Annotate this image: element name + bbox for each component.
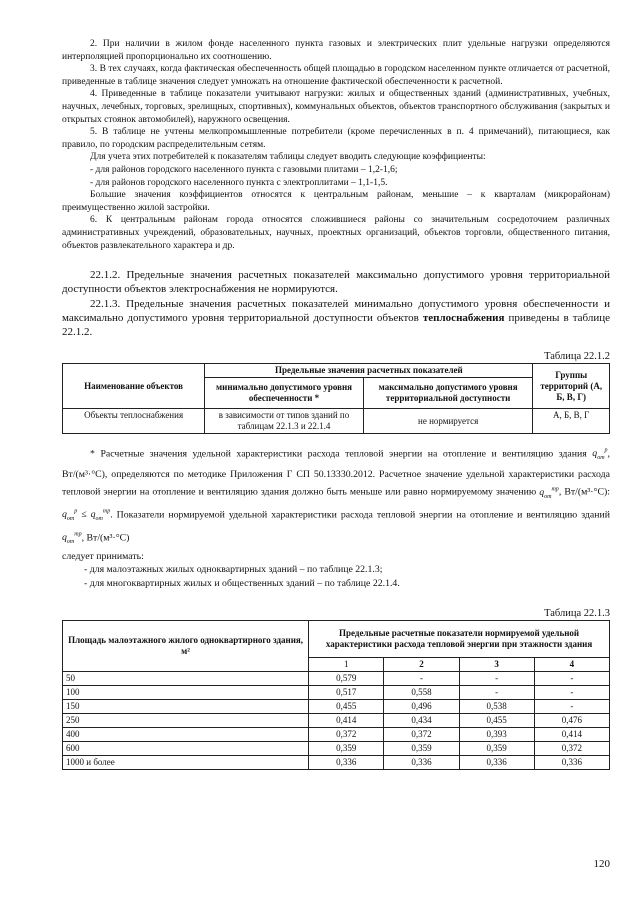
cell-area: 250 [63, 714, 309, 728]
note-4: 4. Приведенные в таблице показатели учитывают нагрузки: жилых и общественных зданий (административных, учебных, научных, лечебных, торговых, зрелищных, спортивных), коммунальных объектов, объектов транспортного обслуживания (закрытых и открытых стоянок автомобилей), наружного освещения. [62, 89, 610, 125]
th-floor: 2 [384, 658, 459, 672]
cell-name: Объекты теплоснабжения [63, 409, 205, 434]
cell-area: 50 [63, 672, 309, 686]
table-row [63, 742, 610, 756]
table-notes [62, 38, 610, 252]
table-row [63, 700, 610, 714]
cell-value: 0,455 [309, 700, 384, 714]
footnote-list-item-2: - для многоквартирных жилых и общественных зданий – по таблице 22.1.4. [84, 577, 400, 589]
footnote-text: * Расчетные значения удельной характеристики расхода тепловой энергии на отопление и вентиляцию здания $q_{от}^р$, Вт/(м³·°С), определяются по методике Приложения Г СП 50.13330.2012. Расчетное значение удельной характеристики расхода тепловой энергии на отопление и вентиляцию здания должно быть меньше или равно нормируемому значению $q_{от}^{тр}$, Вт/(м³·°С): $q_{от}^р \le q_{от}^{тр}$. Показатели нормируемой удельной характеристики расхода тепловой энергии на отопление и вентиляцию зданий $q_{от}^{тр}$, Вт/(м³·°С) [62, 448, 610, 545]
cell-value: - [459, 686, 534, 700]
footnote-part-1: * Расчетные значения удельной характеристики расхода тепловой энергии на отопление и вентиляцию здания [90, 448, 587, 460]
cell-value: 0,372 [534, 742, 609, 756]
main-text [62, 268, 610, 339]
cell-area: 100 [63, 686, 309, 700]
q-norm-symbol: $q_{от}^{тр}$ [62, 531, 82, 545]
table-22-1-2-caption: Таблица 22.1.2 [544, 351, 610, 363]
cell-value: 0,517 [309, 686, 384, 700]
cell-value: 0,336 [309, 756, 384, 770]
footnote [62, 444, 610, 590]
table-row [63, 756, 610, 770]
cell-value: 0,455 [459, 714, 534, 728]
q-norm-symbol: $q_{от}^{тр}$ [539, 486, 559, 500]
cell-max: не нормируется [363, 409, 533, 434]
cell-min: в зависимости от типов зданий по таблицам 22.1.3 и 22.1.4 [205, 409, 364, 434]
cell-value: 0,579 [309, 672, 384, 686]
unit-label: Вт/(м³·°С) [86, 532, 130, 544]
footnote-follow: следует принимать: [62, 551, 144, 563]
cell-value: 0,414 [309, 714, 384, 728]
cell-value: 0,359 [459, 742, 534, 756]
cell-value: 0,372 [309, 728, 384, 742]
table-22-1-3 [62, 620, 610, 770]
th-name: Наименование объектов [63, 364, 205, 409]
th-territory: Группы территорий (А, Б, В, Г) [533, 364, 610, 409]
note-5-electric: - для районов городского населенного пункта с электроплитами – 1,1-1,5. [90, 177, 388, 188]
table-row [63, 686, 610, 700]
cell-value: 0,496 [384, 700, 459, 714]
th-max: максимально допустимого уровня территориальной доступности [363, 378, 533, 409]
cell-value: 0,359 [384, 742, 459, 756]
footnote-part-3: . Показатели нормируемой удельной характеристики расхода тепловой энергии на отопление и вентиляцию зданий [110, 509, 610, 521]
note-5: 5. В таблице не учтены мелкопромышленные потребители (кроме перечисленных в п. 4 примечаний), питающиеся, как правило, по городским распределительным сетям. [62, 127, 610, 150]
cell-value: 0,393 [459, 728, 534, 742]
table-row [63, 409, 610, 434]
note-6: 6. К центральным районам города относятся сложившиеся районы со значительным сосредоточием различных административных учреждений, образовательных, научных, проектных организаций, объектов торговли, общественного питания, объектов развлекательного характера и др. [62, 215, 610, 251]
paragraph-22-1-2: 22.1.2. Предельные значения расчетных показателей максимально допустимого уровня территориальной доступности объектов электроснабжения не нормируются. [62, 269, 610, 296]
cell-value: 0,538 [459, 700, 534, 714]
note-3: 3. В тех случаях, когда фактическая обеспеченность общей площадью в городском населенном пункте отличается от расчетной, приведенные в таблице значения следует умножать на отношение фактической обеспеченности к расчетной. [62, 64, 610, 87]
cell-value: 0,558 [384, 686, 459, 700]
th-area: Площадь малоэтажного жилого одноквартирного здания, м² [63, 621, 309, 672]
note-5-large-values: Большие значения коэффициентов относятся к центральным районам, меньшие – к кварталам (микрорайонам) преимущественно жилой застройки. [62, 190, 610, 213]
cell-value: 0,336 [534, 756, 609, 770]
cell-value: - [534, 686, 609, 700]
unit-label: Вт/(м³·°С) [62, 468, 105, 480]
th-min: минимально допустимого уровня обеспеченности * [205, 378, 364, 409]
note-5-coef-intro: Для учета этих потребителей к показателям таблицы следует вводить следующие коэффициенты: [90, 152, 486, 163]
cell-area: 150 [63, 700, 309, 714]
cell-area: 400 [63, 728, 309, 742]
th-group: Предельные значения расчетных показателей [205, 364, 533, 378]
page-number: 120 [593, 858, 610, 870]
cell-value: - [459, 672, 534, 686]
th-group: Предельные расчетные показатели нормируемой удельной характеристики расхода тепловой энергии при этажности здания [309, 621, 610, 658]
cell-area: 600 [63, 742, 309, 756]
inequality-formula: $q_{от}^р \le q_{от}^{тр}$ [62, 509, 111, 523]
paragraph-22-1-3-end: приведены в таблице 22.1.2. [62, 311, 610, 338]
cell-value: - [534, 700, 609, 714]
th-floor: 1 [309, 658, 384, 672]
cell-area: 1000 и более [63, 756, 309, 770]
cell-value: 0,476 [534, 714, 609, 728]
table-22-1-2 [62, 363, 610, 434]
cell-value: 0,336 [459, 756, 534, 770]
cell-value: - [384, 672, 459, 686]
paragraph-22-1-3 [62, 297, 610, 340]
cell-value: 0,359 [309, 742, 384, 756]
footnote-part-2: , определяются по методике Приложения Г СП 50.13330.2012. Расчетное значение удельной характеристики расхода тепловой энергии на отопление и вентиляцию здания должно быть меньше или равно нормируемому значению [62, 468, 610, 498]
cell-value: 0,434 [384, 714, 459, 728]
paragraph-22-1-3-bold: теплоснабжения [422, 311, 505, 324]
table-22-1-3-caption: Таблица 22.1.3 [544, 608, 610, 620]
footnote-list-item-1: - для малоэтажных жилых одноквартирных зданий – по таблице 22.1.3; [84, 564, 383, 576]
unit-label: Вт/(м³·°С) [564, 486, 608, 498]
cell-value: - [534, 672, 609, 686]
note-2: 2. При наличии в жилом фонде населенного пункта газовых и электрических плит удельные нагрузки определяются интерполяцией пропорционально их соотношению. [62, 39, 610, 62]
cell-value: 0,372 [384, 728, 459, 742]
table-row [63, 728, 610, 742]
document-page [62, 38, 610, 770]
table-row [63, 714, 610, 728]
table-row [63, 672, 610, 686]
cell-territory: А, Б, В, Г [533, 409, 610, 434]
th-floor: 4 [534, 658, 609, 672]
cell-value: 0,336 [384, 756, 459, 770]
q-calc-symbol: $q_{от}^р$ [592, 448, 608, 462]
cell-value: 0,414 [534, 728, 609, 742]
note-5-gas: - для районов городского населенного пункта с газовыми плитами – 1,2-1,6; [90, 164, 398, 175]
paragraph-22-1-3-start: 22.1.3. Предельные значения расчетных показателей минимально допустимого уровня обеспеченности и максимально допустимого уровня территориальной доступности объектов [62, 297, 610, 324]
th-floor: 3 [459, 658, 534, 672]
